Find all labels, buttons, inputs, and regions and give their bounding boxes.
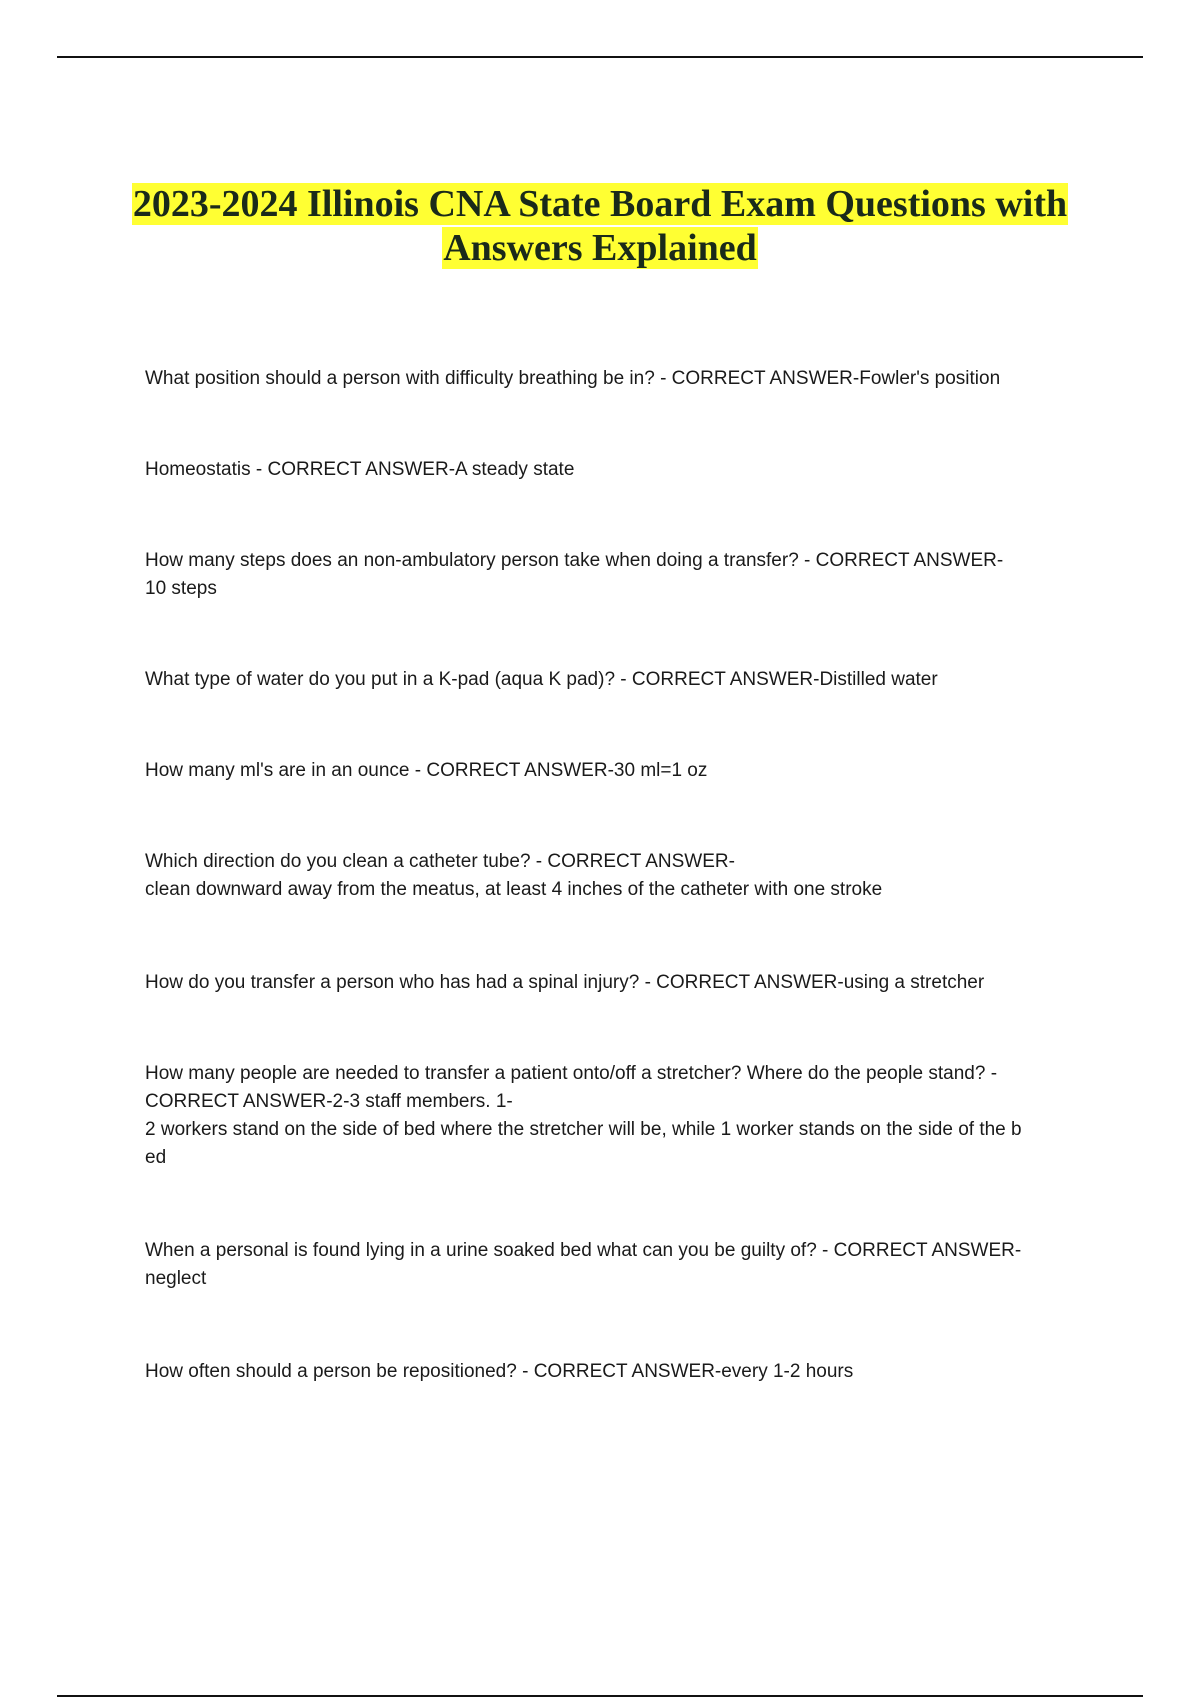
document-title — [100, 182, 1100, 270]
title-line-2: Answers Explained — [443, 227, 757, 269]
qa-item-3: How many steps does an non-ambulatory person take when doing a transfer? - CORRECT ANSWER- 10 steps — [145, 550, 1004, 599]
top-rule — [57, 56, 1143, 58]
qa-item-5: How many ml's are in an ounce - CORRECT ANSWER-30 ml=1 oz — [145, 760, 708, 781]
bottom-rule — [57, 1695, 1143, 1697]
qa-item-2: Homeostatis - CORRECT ANSWER-A steady state — [145, 459, 575, 480]
qa-item-10: How often should a person be repositioned? - CORRECT ANSWER-every 1-2 hours — [145, 1361, 854, 1382]
qa-item-1: What position should a person with difficulty breathing be in? - CORRECT ANSWER-Fowler's position — [145, 368, 1001, 389]
qa-item-6: Which direction do you clean a catheter tube? - CORRECT ANSWER- clean downward away from the meatus, at least 4 inches of the catheter with one stroke — [145, 851, 883, 900]
qa-item-8: How many people are needed to transfer a patient onto/off a stretcher? Where do the people stand? - CORRECT ANSWER-2-3 staff members. 1- 2 workers stand on the side of bed where the stretcher will be, while 1 worker stands on the side of the b ed — [145, 1063, 1022, 1168]
title-line-1: 2023-2024 Illinois CNA State Board Exam Questions with — [132, 183, 1068, 225]
qa-item-9: When a personal is found lying in a urine soaked bed what can you be guilty of? - CORRECT ANSWER- neglect — [145, 1240, 1022, 1289]
qa-item-7: How do you transfer a person who has had a spinal injury? - CORRECT ANSWER-using a stretcher — [145, 972, 985, 993]
qa-item-4: What type of water do you put in a K-pad (aqua K pad)? - CORRECT ANSWER-Distilled water — [145, 669, 938, 690]
